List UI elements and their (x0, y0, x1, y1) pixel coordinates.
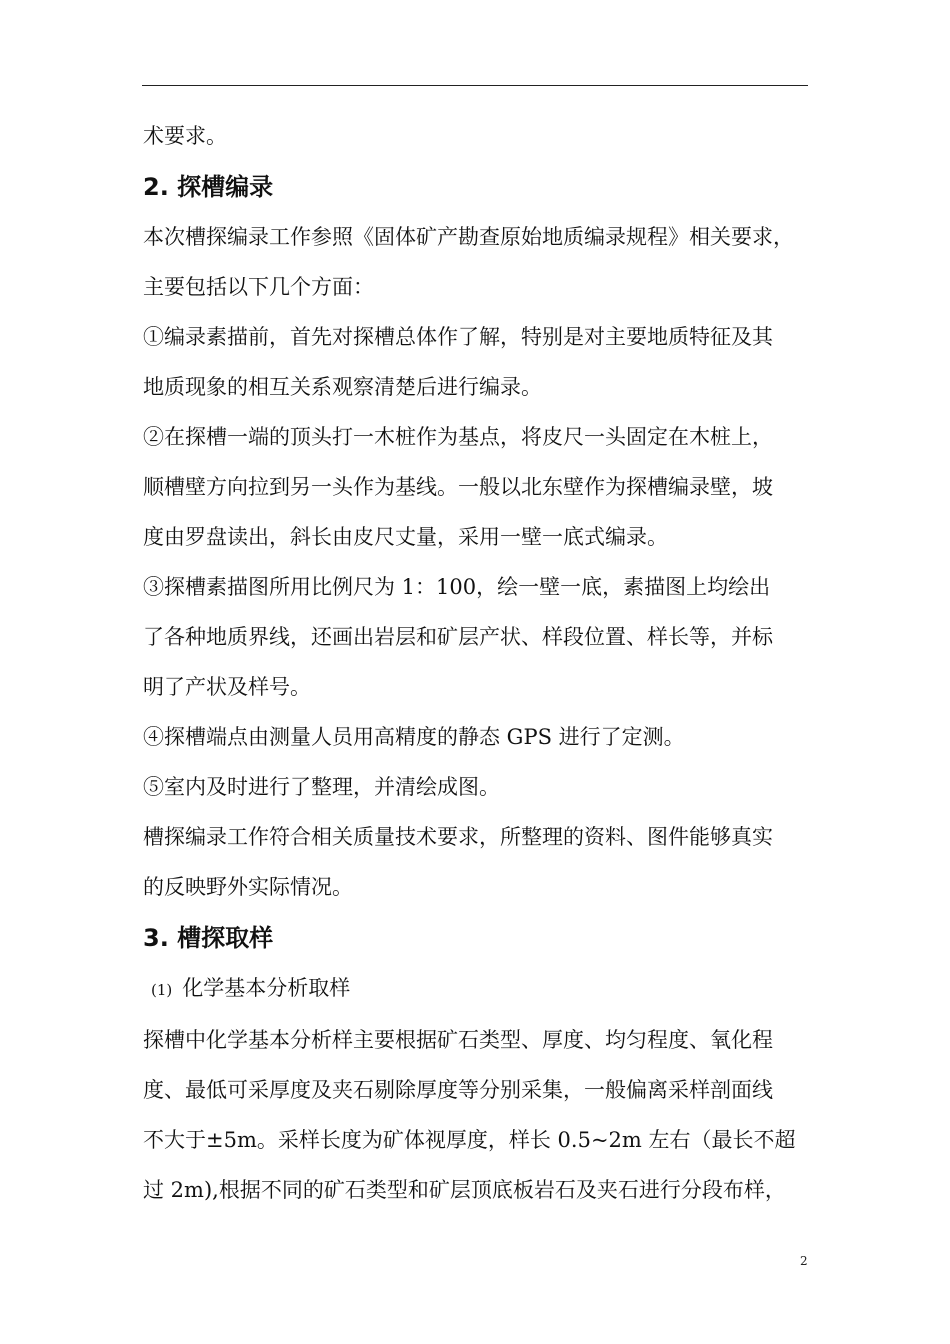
text-line: 主要包括以下几个方面： (143, 275, 374, 299)
text-line: 了各种地质界线，还画出岩层和矿层产状、样段位置、样长等，并标 (143, 625, 773, 649)
paragraph-item-4 (143, 718, 810, 756)
text-line: 地质现象的相互关系观察清楚后进行编录。 (143, 375, 542, 399)
paragraph-item-1 (143, 318, 810, 406)
text-line: ⑤室内及时进行了整理，并清绘成图。 (143, 775, 500, 799)
paragraph-item-3 (143, 568, 810, 706)
paragraph-item-5 (143, 768, 810, 806)
header-rule (142, 85, 808, 86)
text-line: 槽探编录工作符合相关质量技术要求，所整理的资料、图件能够真实 (143, 825, 773, 849)
document-body (143, 117, 810, 1221)
text-line: 度由罗盘读出，斜长由皮尺丈量，采用一壁一底式编录。 (143, 525, 668, 549)
text-line: 的反映野外实际情况。 (143, 875, 353, 899)
section-heading-2: 2. 探槽编录 (143, 173, 274, 201)
text-line: 过 2m),根据不同的矿石类型和矿层顶底板岩石及夹石进行分段布样， (143, 1178, 786, 1202)
text-line: 顺槽壁方向拉到另一头作为基线。一般以北东壁作为探槽编录壁，坡 (143, 475, 773, 499)
text-line: 明了产状及样号。 (143, 675, 311, 699)
subsection-title: 化学基本分析取样 (182, 976, 351, 1000)
subsection-number: (1) (151, 981, 173, 999)
section-heading-3: 3. 槽探取样 (143, 924, 274, 952)
paragraph-intro (143, 218, 810, 306)
text-line: ③探槽素描图所用比例尺为 1：100，绘一壁一底，素描图上均绘出 (143, 575, 771, 599)
paragraph-summary (143, 818, 810, 906)
text-line: ①编录素描前，首先对探槽总体作了解，特别是对主要地质特征及其 (143, 325, 773, 349)
text-line: 术要求。 (143, 124, 227, 148)
paragraph-sampling (143, 1021, 810, 1209)
text-line: ④探槽端点由测量人员用高精度的静态 GPS 进行了定测。 (143, 725, 685, 749)
paragraph-item-2 (143, 418, 810, 556)
text-line: ②在探槽一端的顶头打一木桩作为基点，将皮尺一头固定在木桩上， (143, 425, 773, 449)
text-line: 本次槽探编录工作参照《固体矿产勘查原始地质编录规程》相关要求， (143, 225, 794, 249)
text-line: 度、最低可采厚度及夹石剔除厚度等分别采集，一般偏离采样剖面线 (143, 1078, 773, 1102)
subsection-heading (151, 969, 810, 1009)
page-number: 2 (800, 1254, 808, 1268)
text-line: 探槽中化学基本分析样主要根据矿石类型、厚度、均匀程度、氧化程 (143, 1028, 773, 1052)
text-line: 不大于±5m。采样长度为矿体视厚度，样长 0.5~2m 左右（最长不超 (143, 1128, 796, 1152)
paragraph-continuation (143, 117, 810, 155)
